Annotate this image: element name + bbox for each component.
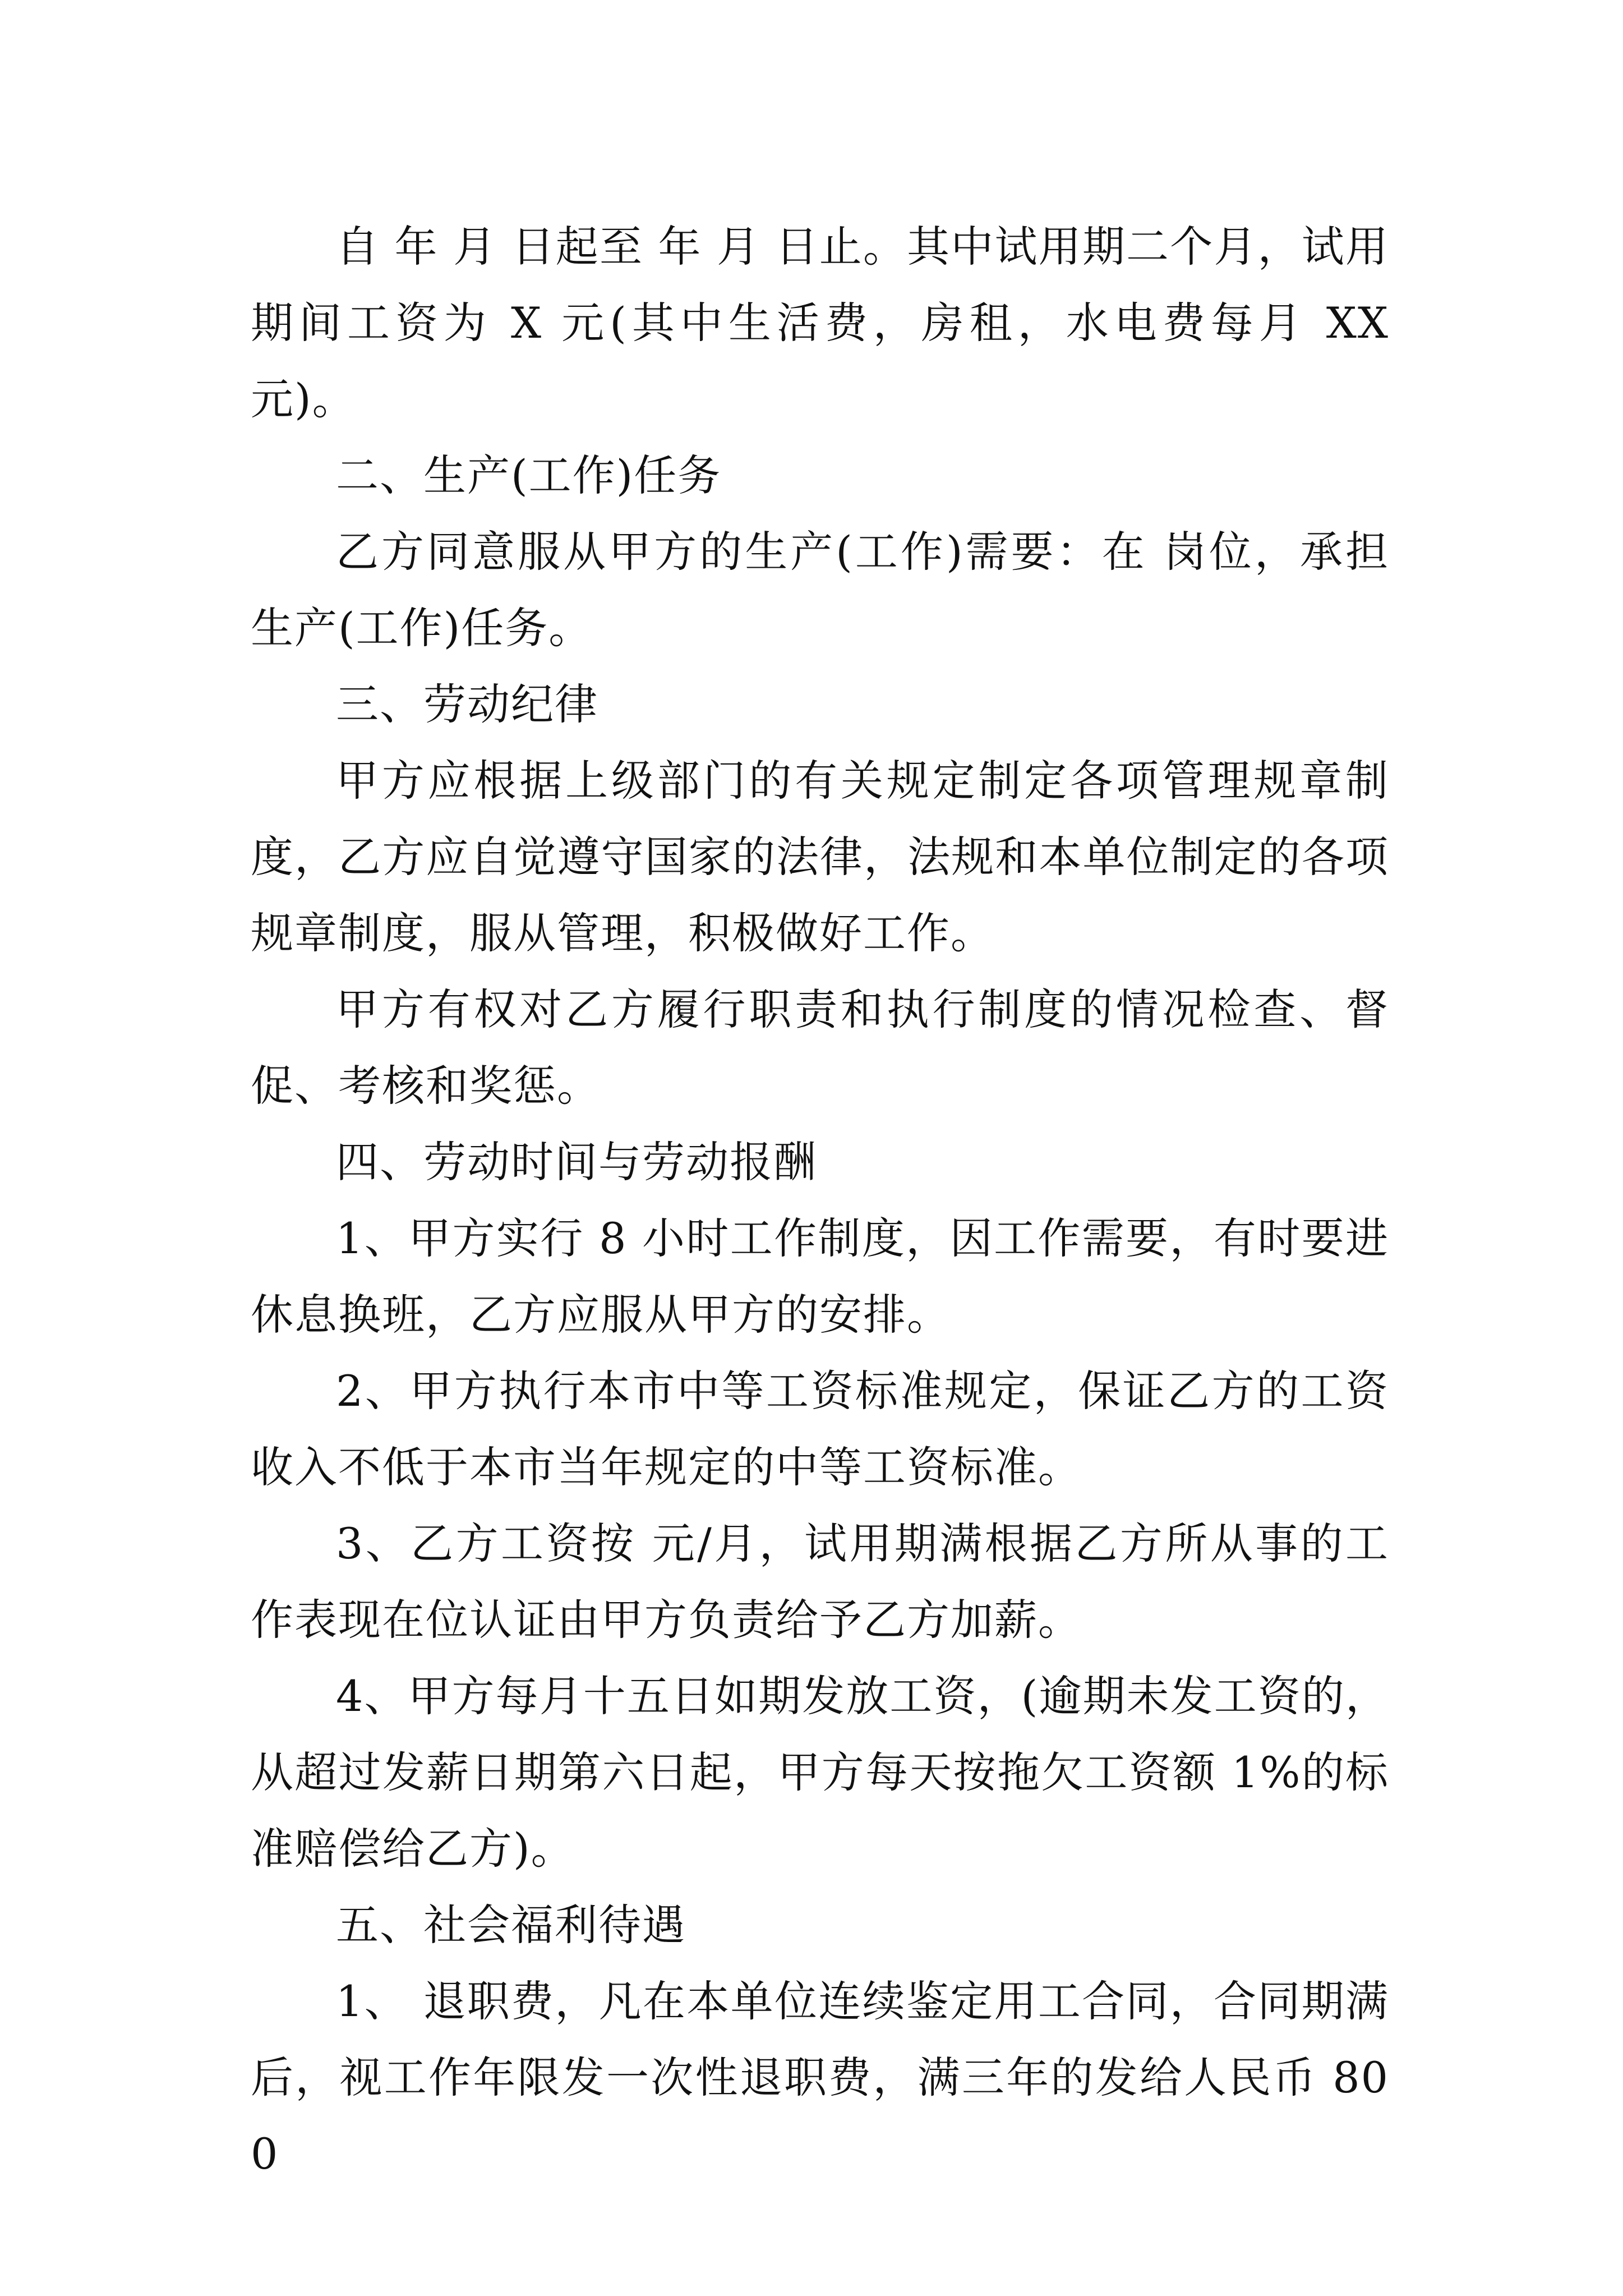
section-heading-social-welfare: 五、社会福利待遇 bbox=[336, 1900, 686, 1950]
paragraph-wage-amount: 3、乙方工资按 元/月，试用期满根据乙方所从事的工作表现在位认证由甲方负责给予乙方加薪。 bbox=[251, 1519, 1389, 1645]
section-heading-working-hours-pay: 四、劳动时间与劳动报酬 bbox=[336, 1137, 817, 1187]
paragraph-rules-regulations: 甲方应根据上级部门的有关规定制定各项管理规章制度，乙方应自觉遵守国家的法律，法规和本单位制定的各项规章制度，服从管理，积极做好工作。 bbox=[251, 756, 1389, 958]
section-heading-production-tasks: 二、生产(工作)任务 bbox=[336, 450, 722, 500]
paragraph-working-hours: 1、甲方实行 8 小时工作制度，因工作需要，有时要进休息换班，乙方应服从甲方的安排。 bbox=[251, 1213, 1389, 1340]
paragraph-contract-period: 自 年 月 日起至 年 月 日止。其中试用期二个月，试用期间工资为 X 元(其中生活费，房租，水电费每月 XX 元)。 bbox=[251, 222, 1389, 424]
paragraph-wage-standard: 2、甲方执行本市中等工资标准规定，保证乙方的工资收入不低于本市当年规定的中等工资标准。 bbox=[251, 1366, 1389, 1492]
paragraph-payment-date: 4、甲方每月十五日如期发放工资，(逾期未发工资的，从超过发薪日期第六日起，甲方每天按拖欠工资额 1%的标准赔偿给乙方)。 bbox=[251, 1671, 1389, 1874]
paragraph-severance-pay: 1、 退职费，凡在本单位连续鉴定用工合同，合同期满后，视工作年限发一次性退职费，满三年的发给人民币 800 bbox=[251, 1976, 1389, 2179]
section-heading-labor-discipline: 三、劳动纪律 bbox=[336, 679, 598, 729]
document-body bbox=[251, 209, 1389, 2192]
paragraph-production-tasks: 乙方同意服从甲方的生产(工作)需要：在 岗位，承担生产(工作)任务。 bbox=[251, 527, 1389, 653]
paragraph-inspection-rights: 甲方有权对乙方履行职责和执行制度的情况检查、督促、考核和奖惩。 bbox=[251, 984, 1389, 1111]
